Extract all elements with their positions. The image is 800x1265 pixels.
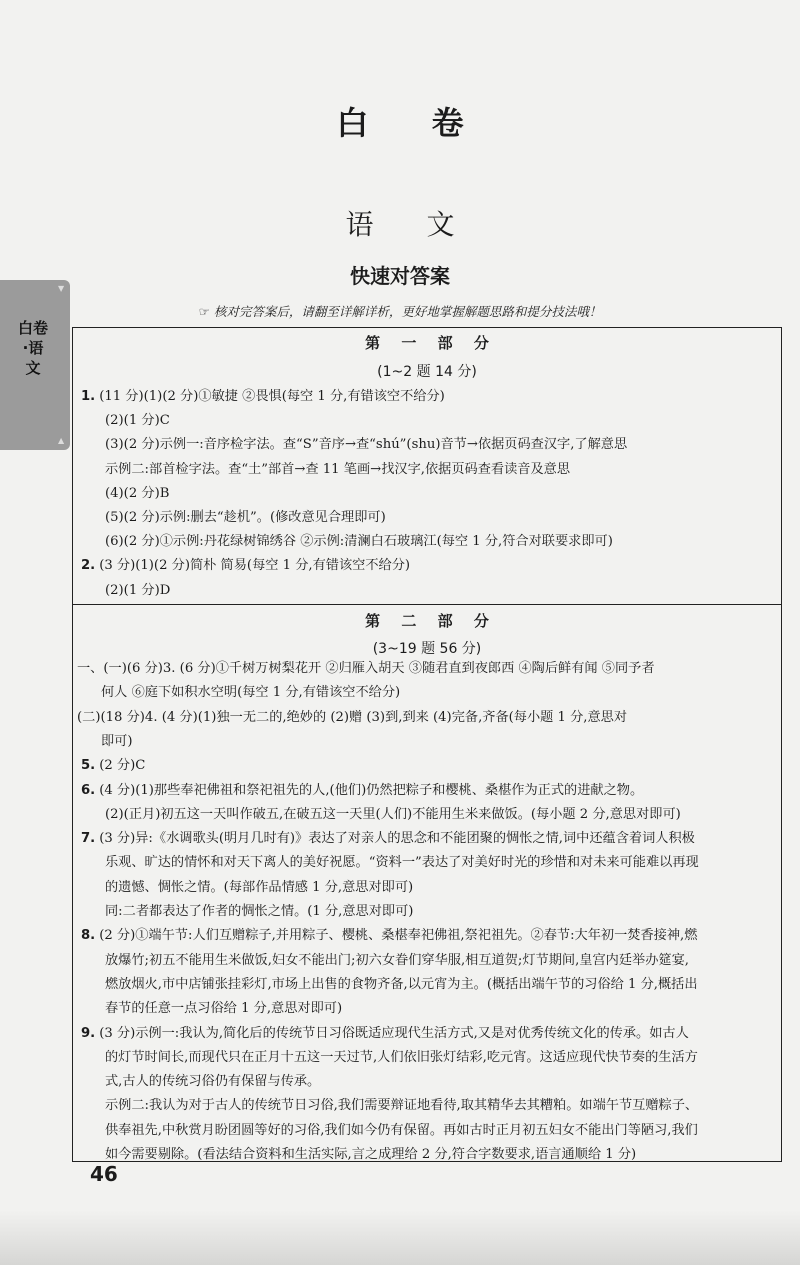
section-divider	[73, 604, 781, 605]
answer-line	[105, 436, 627, 454]
page-edge-shadow	[0, 1210, 800, 1265]
answer-text: 放爆竹;初五不能用生米做饭,妇女不能出门;初六女眷们穿华服,相互道贺;灯节期间,皇宫内廷举办筵宴,	[105, 952, 689, 968]
part2-heading: 第 二 部 分	[365, 612, 497, 630]
answer-line	[101, 733, 133, 751]
page-title: 白 卷	[336, 104, 490, 142]
hint-text: 核对完答案后，请翻至详解详析，更好地掌握解题思路和提分技法哦！	[213, 304, 602, 319]
answer-line	[105, 952, 689, 970]
answer-text: 式,古人的传统习俗仍有保留与传承。	[105, 1074, 321, 1090]
answer-text: (2 分)①端午节:人们互赠粽子,并用粽子、樱桃、桑椹奉祀佛祖,祭祀祖先。②春节:大年初一焚香接神,燃	[99, 928, 698, 944]
answer-text: 燃放烟火,市中店铺张挂彩灯,市场上出售的食物齐备,以元宵为主。(概括出端午节的习俗给 1 分,概括出	[105, 976, 698, 992]
answer-text: (二)(18 分)4. (4 分)(1)独一无二的,绝妙的 (2)赠 (3)到,到来 (4)完备,齐备(每小题 1 分,意思对	[77, 709, 628, 725]
answer-line	[105, 1146, 636, 1164]
answer-text: (3 分)示例一:我认为,简化后的传统节日习俗既适应现代生活方式,又是对优秀传统文化的传承。如古人	[99, 1025, 689, 1041]
answer-text: 同:二者都表达了作者的惆怅之情。(1 分,意思对即可)	[105, 904, 414, 919]
answer-line	[81, 557, 410, 575]
answer-text: (11 分)(1)(2 分)①敏捷 ②畏惧(每空 1 分,有错该空不给分)	[99, 389, 445, 404]
answer-text: (2)(1 分)C	[105, 413, 170, 429]
answer-line	[105, 854, 699, 872]
answer-line	[101, 684, 400, 702]
answer-text: (5)(2 分)示例:删去“趁机”。(修改意见合理即可)	[105, 510, 386, 525]
answer-line	[105, 976, 698, 994]
answer-line	[105, 903, 413, 921]
answer-line	[81, 757, 145, 775]
page-number: 46	[90, 1162, 118, 1186]
subject-title: 语 文	[345, 208, 477, 241]
answer-text: 的灯节时间长,而现代只在正月十五这一天过节,人们依旧张灯结彩,吃元宵。这适应现代快节奏的生活方	[105, 1049, 698, 1065]
answer-text: (4)(2 分)B	[105, 485, 170, 501]
part2-range: (3~19 题 56 分)	[372, 641, 482, 657]
question-number: 1.	[81, 389, 96, 404]
answer-text: (6)(2 分)①示例:丹花绿树锦绣谷 ②示例:清澜白石玻璃江(每空 1 分,符合对联要求即可)	[105, 534, 613, 550]
answer-line	[81, 927, 697, 945]
answer-text: 即可)	[101, 733, 133, 749]
quick-answer-heading: 快速对答案	[350, 264, 450, 288]
answer-line	[105, 509, 386, 527]
answer-line	[105, 879, 413, 897]
answer-line	[81, 388, 445, 406]
answer-text: (3 分)(1)(2 分)简朴 简易(每空 1 分,有错该空不给分)	[99, 558, 411, 574]
answer-line	[105, 1000, 342, 1018]
part1-heading: 第 一 部 分	[365, 334, 497, 352]
answer-text: (3)(2 分)示例一:音序检字法。查“S”音序→查“shú”(shu)音节→依据页码查汉字,了解意思	[105, 437, 628, 453]
answer-line	[81, 830, 695, 848]
answer-text: 春节的任意一点习俗给 1 分,意思对即可)	[105, 1001, 343, 1017]
answer-text: 的遗憾、惆怅之情。(每部作品情感 1 分,意思对即可)	[105, 879, 414, 895]
answer-text: (2)(正月)初五这一天叫作破五,在破五这一天里(人们)不能用生米来做饭。(每小题 2 分,意思对即可)	[105, 806, 681, 822]
answer-text: 何人 ⑥庭下如积水空明(每空 1 分,有错该空不给分)	[101, 685, 401, 701]
answer-line	[105, 485, 169, 503]
question-number: 8.	[81, 928, 96, 944]
answer-line	[105, 1049, 698, 1067]
answer-line	[81, 782, 643, 800]
answer-text: (3 分)异:《水调歌头(明月几时有)》表达了对亲人的思念和不能团聚的惆怅之情,词中还蕴含着词人积极	[99, 831, 695, 847]
answer-line	[105, 1122, 698, 1140]
answer-text: (4 分)(1)那些奉祀佛祖和祭祀祖先的人,(他们)仍然把粽子和樱桃、桑椹作为正式的进献之物。	[99, 782, 644, 798]
question-number: 5.	[81, 758, 96, 774]
answer-line	[105, 582, 170, 600]
answer-text: 示例二:我认为对于古人的传统节日习俗,我们需要辩证地看待,取其精华去其糟粕。如端午节互赠粽子、	[105, 1098, 699, 1114]
answer-text: 供奉祖先,中秋赏月盼团圆等好的习俗,我们如今仍有保留。再如古时正月初五妇女不能出门等陋习,我们	[105, 1122, 698, 1138]
answer-box	[72, 327, 782, 1162]
answer-line	[81, 1025, 689, 1043]
answer-line	[105, 412, 170, 430]
question-number: 7.	[81, 831, 96, 847]
answer-text: (2)(1 分)D	[105, 582, 171, 598]
answer-line	[77, 709, 627, 727]
question-number: 2.	[81, 558, 96, 574]
side-tab-label: 白卷·语文	[18, 319, 49, 377]
hint-line	[0, 302, 800, 320]
answer-line	[105, 461, 570, 479]
triangle-down-icon: ▼	[58, 284, 65, 293]
triangle-up-icon: ▲	[58, 436, 65, 445]
question-number: 9.	[81, 1025, 96, 1041]
answer-text: 如今需要剔除。(看法结合资料和生活实际,言之成理给 2 分,符合字数要求,语言通顺给 1 分)	[105, 1147, 637, 1162]
answer-text: 示例二:部首检字法。查“土”部首→查 11 笔画→找汉字,依据页码查看读音及意思	[105, 461, 571, 477]
part1-range: (1~2 题 14 分)	[377, 364, 477, 380]
answer-text: (2 分)C	[99, 758, 146, 774]
answer-text: 乐观、旷达的情怀和对天下离人的美好祝愿。“资料一”表达了对美好时光的珍惜和对未来可能难以再现	[105, 855, 699, 871]
answer-line	[105, 1073, 320, 1091]
answer-line	[105, 806, 681, 824]
answer-line	[77, 660, 655, 678]
answer-line	[105, 1097, 698, 1115]
question-number: 6.	[81, 782, 96, 798]
answer-line	[105, 533, 613, 551]
answer-text: 一、(一)(6 分)3. (6 分)①千树万树梨花开 ②归雁入胡天 ③随君直到夜郎西 ④陶后鲜有闻 ⑤同予者	[77, 661, 655, 676]
pointing-hand-icon: ☞	[198, 304, 210, 319]
